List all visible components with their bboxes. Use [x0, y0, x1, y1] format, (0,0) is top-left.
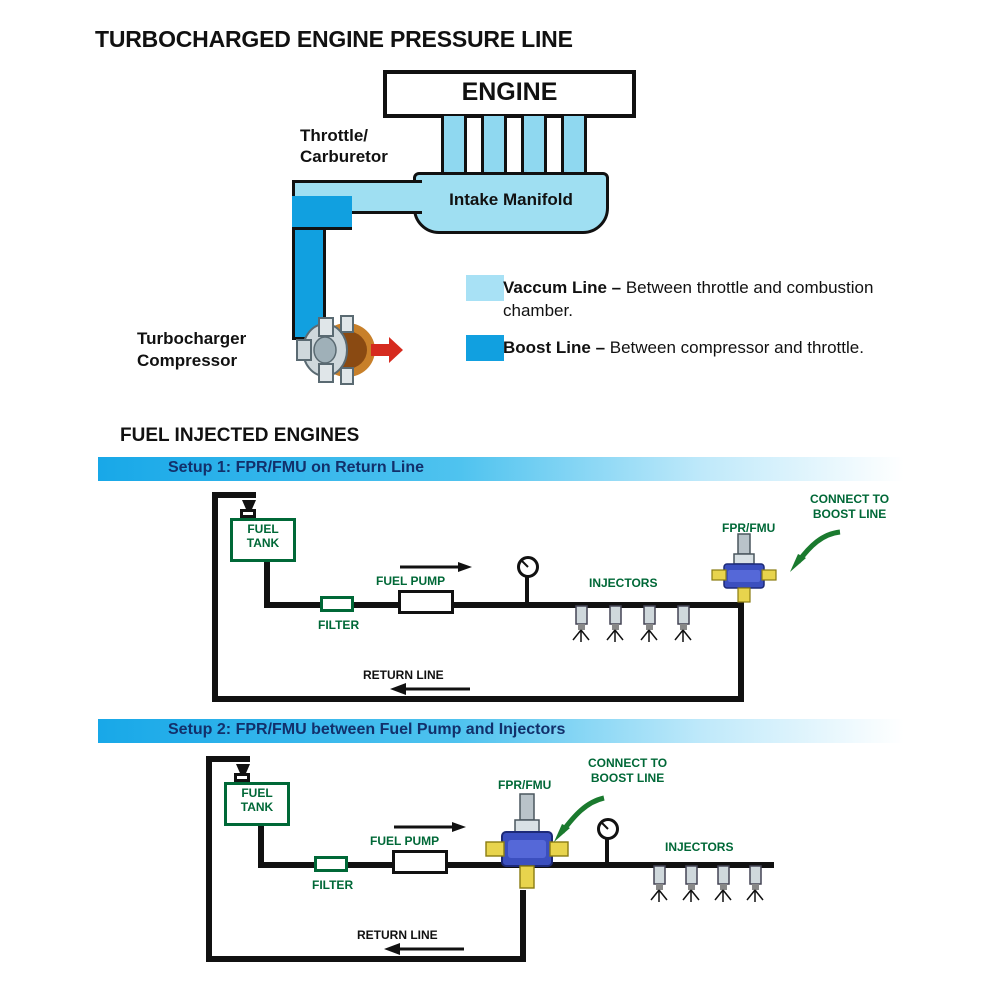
setup1-injector-4 [672, 606, 696, 642]
intake-runner-4 [561, 116, 587, 178]
setup1-fpr-down [738, 602, 744, 702]
turbocharger-compressor-label [137, 328, 246, 372]
setup2-return-riser [206, 756, 212, 960]
setup2-fuel-pump [392, 850, 448, 874]
setup1-tank-drop [264, 560, 270, 608]
setup2-filter [314, 856, 348, 872]
setup1-fpr-label: FPR/FMU [722, 521, 776, 535]
setup2-tank-line1: FUEL [241, 786, 273, 800]
setup1-connect-arrow-icon [776, 528, 842, 578]
setup2-return-arrow-icon [384, 942, 464, 956]
setup1-filter [320, 596, 354, 612]
setup1-connect-label [810, 492, 889, 522]
setup1-tank-cap [240, 509, 256, 518]
setup1-gauge-stem [525, 576, 529, 602]
boost-line-corner [292, 196, 352, 230]
setup2-connect-line1: CONNECT TO [588, 756, 668, 770]
legend-swatch-boost [466, 335, 504, 361]
intake-runner-1 [441, 116, 467, 178]
intake-runner-3 [521, 116, 547, 178]
turbo-label-line2: Compressor [137, 351, 238, 371]
setup2-return-label: RETURN LINE [357, 928, 438, 942]
legend-boost-desc: Between compressor and throttle. [609, 338, 864, 357]
setup2-fuel-tank-label [224, 787, 290, 815]
setup1-connect-line2: BOOST LINE [812, 507, 887, 521]
setup1-pump-arrow-icon [400, 561, 472, 573]
setup2-connect-label [588, 756, 667, 786]
legend-swatch-vacuum [466, 275, 504, 301]
setup1-injectors-label: INJECTORS [589, 576, 658, 590]
throttle-label-line2: Carburetor [300, 147, 388, 167]
setup1-return-line [212, 696, 744, 702]
setup1-return-arrow-icon [390, 682, 470, 696]
setup2-pump-arrow-icon [394, 821, 466, 833]
intake-manifold-label: Intake Manifold [449, 190, 573, 209]
setup1-pump-label: FUEL PUMP [376, 574, 446, 588]
setup2-injectors-label: INJECTORS [665, 840, 734, 854]
setup1-injector-2 [604, 606, 628, 642]
setup2-gauge-needle-icon [597, 818, 619, 840]
setup1-gauge-needle-icon [517, 556, 539, 578]
setup1-fuel-tank-label [230, 523, 296, 551]
legend-item-boost [503, 337, 883, 360]
setup2-pump-label: FUEL PUMP [370, 834, 440, 848]
legend-item-vacuum [503, 277, 923, 323]
setup2-tank-line2: TANK [240, 799, 274, 814]
page-title: TURBOCHARGED ENGINE PRESSURE LINE [95, 26, 573, 52]
legend-boost-dash: – [590, 338, 610, 357]
setup1-banner-label: Setup 1: FPR/FMU on Return Line [168, 459, 424, 476]
legend-boost-name: Boost Line [503, 338, 591, 357]
setup2-return-line [206, 956, 526, 962]
setup1-tank-line1: FUEL [247, 522, 279, 536]
setup1-fuel-pump [398, 590, 454, 614]
setup2-banner-label: Setup 2: FPR/FMU between Fuel Pump and Injectors [168, 721, 566, 738]
turbo-label-line1: Turbocharger [137, 329, 247, 348]
setup1-fpr-unit [706, 534, 782, 606]
throttle-label-line1: Throttle/ [300, 126, 368, 145]
intake-runner-2 [481, 116, 507, 178]
setup2-injector-2 [680, 866, 704, 902]
legend-vacuum-name: Vaccum Line [503, 278, 607, 297]
setup1-return-riser [212, 492, 218, 700]
setup1-tank-line2: TANK [246, 535, 280, 550]
setup2-gauge-stem [605, 838, 609, 864]
setup2-injector-1 [648, 866, 672, 902]
setup1-injector-1 [570, 606, 594, 642]
engine-label: ENGINE [461, 78, 558, 106]
setup1-filter-label: FILTER [318, 618, 360, 632]
legend-vacuum-dash: – [606, 278, 626, 297]
setup2-filter-label: FILTER [312, 878, 354, 892]
legend-vacuum-desc: Between throttle and combustion chamber. [503, 278, 874, 320]
setup1-return-label: RETURN LINE [363, 668, 444, 682]
throttle-carburetor-label [300, 125, 388, 168]
setup2-fpr-return-drop [520, 890, 526, 960]
setup2-tank-cap [234, 773, 250, 782]
turbocharger-icon [285, 310, 405, 390]
setup1-injector-3 [638, 606, 662, 642]
setup2-injector-4 [744, 866, 768, 902]
setup2-connect-line2: BOOST LINE [590, 771, 665, 785]
setup2-injector-3 [712, 866, 736, 902]
setup2-fpr-label: FPR/FMU [498, 778, 552, 792]
setup1-connect-line1: CONNECT TO [810, 492, 890, 506]
fuel-injected-heading: FUEL INJECTED ENGINES [120, 425, 360, 446]
